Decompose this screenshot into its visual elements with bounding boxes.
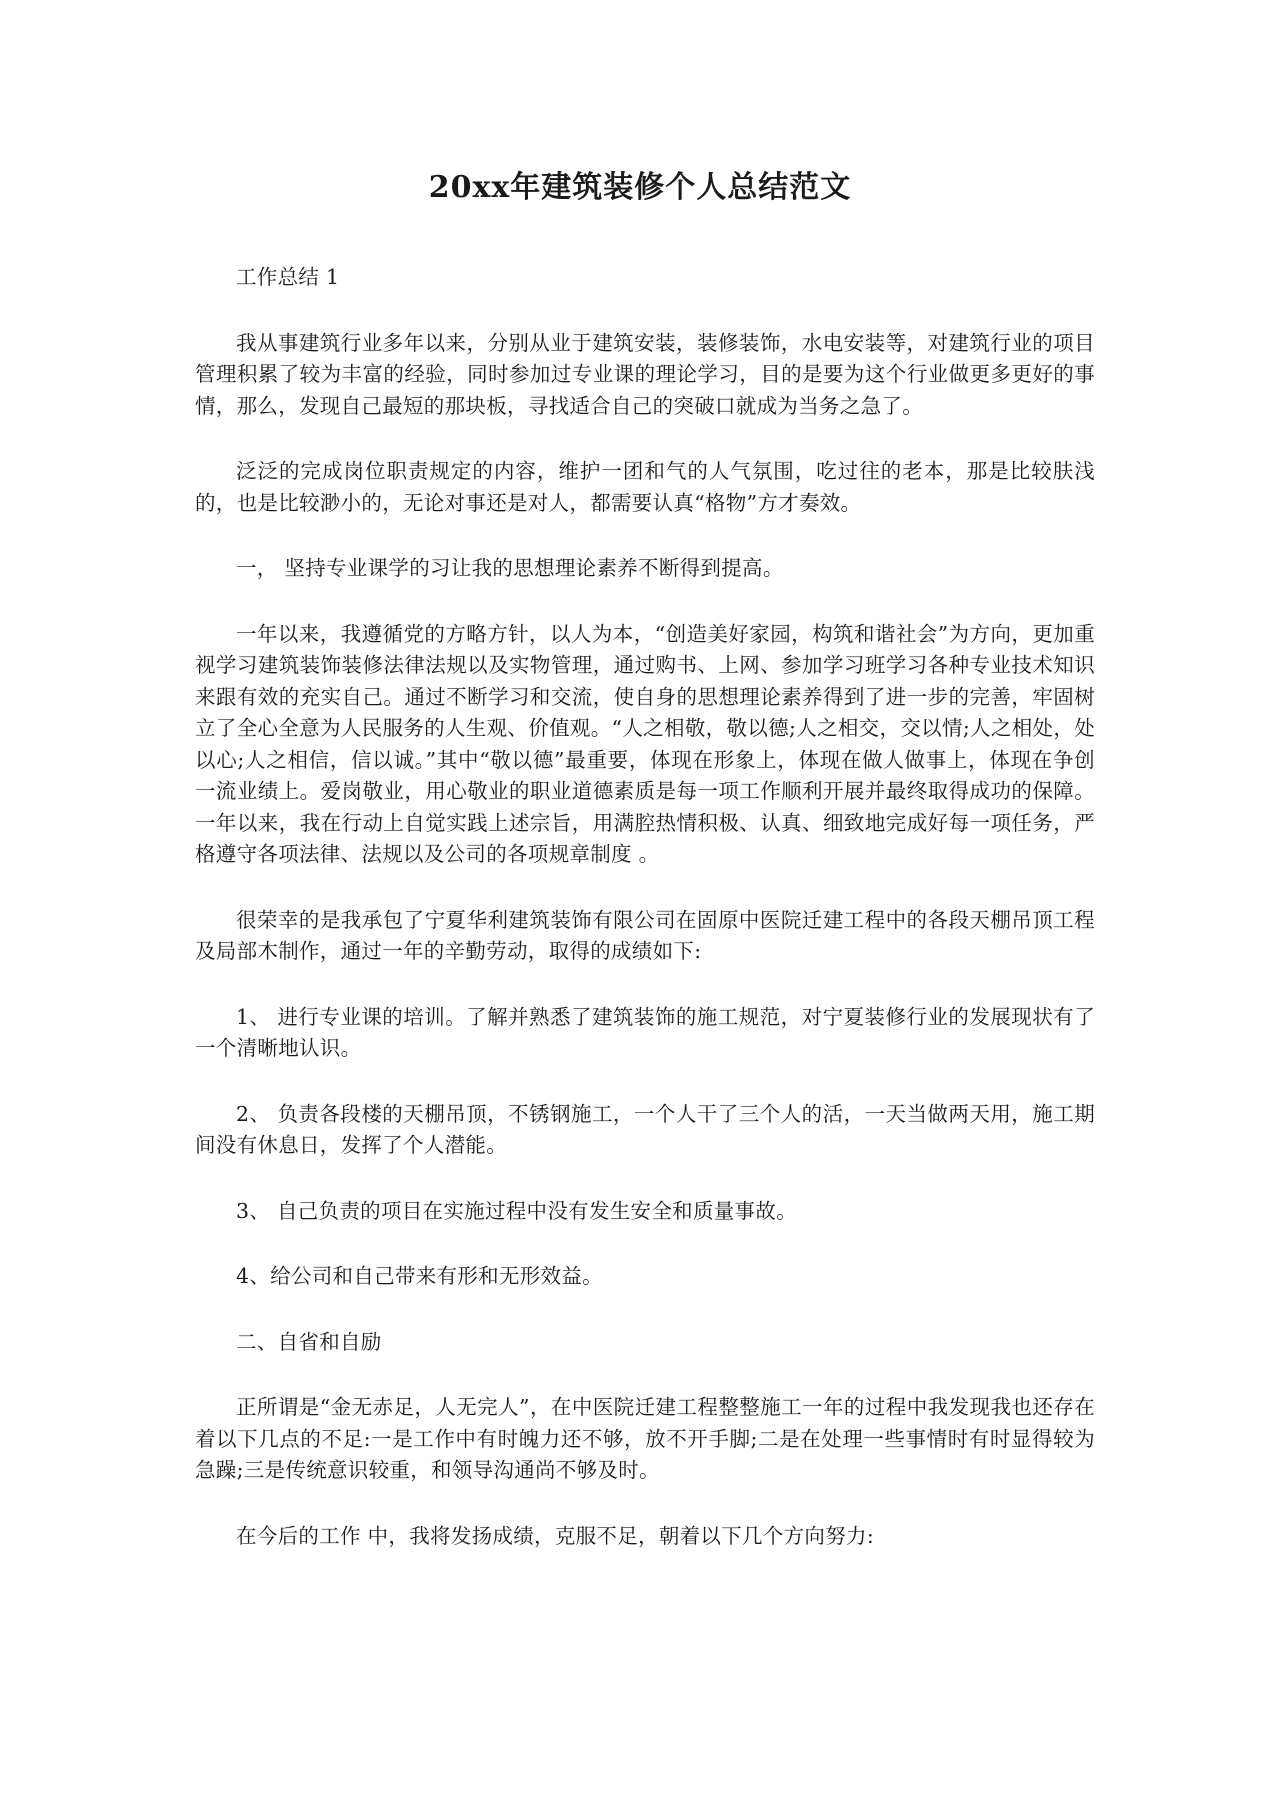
paragraph-study: 一年以来，我遵循党的方略方针，以人为本，“创造美好家园，构筑和谐社会”为方向，更加重视学习建筑装饰装修法律法规以及实物管理，通过购书、上网、参加学习班学习各种专业技术知识来跟有效的充实自己。通过不断学习和交流，使自身的思想理论素养得到了进一步的完善，牢固树立了全心全意为人民服务的人生观、价值观。“人之相敬，敬以德;人之相交，交以情;人之相处，处以心;人之相信，信以诚。”其中“敬以德”最重要，体现在形象上，体现在做人做事上，体现在争创一流业绩上。爱岗敬业，用心敬业的职业道德素质是每一项工作顺利开展并最终取得成功的保障。一年以来，我在行动上自觉实践上述宗旨，用满腔热情积极、认真、细致地完成好每一项任务，严格遵守各项法律、法规以及公司的各项规章制度 。	[195, 621, 1095, 866]
list-item-2: 2、 负责各段楼的天棚吊顶，不锈钢施工，一个人干了三个人的活，一天当做两天用，施工期间没有休息日，发挥了个人潜能。	[195, 1101, 1095, 1157]
paragraph-future: 在今后的工作 中，我将发扬成绩，克服不足，朝着以下几个方向努力:	[236, 1523, 875, 1548]
heading-section-two: 二、自省和自励	[236, 1329, 382, 1354]
document-title: 20xx年建筑装修个人总结范文	[428, 170, 852, 205]
paragraph-shortcomings: 正所谓是“金无赤足，人无完人”，在中医院迁建工程整整施工一年的过程中我发现我也还存在着以下几点的不足:一是工作中有时魄力还不够，放不开手脚;二是在处理一些事情时有时显得较为急躁;三是传统意识较重，和领导沟通尚不够及时。	[195, 1395, 1095, 1482]
heading-section-one: 一， 坚持专业课学的习让我的思想理论素养不断得到提高。	[236, 556, 784, 580]
list-item-3: 3、 自己负责的项目在实施过程中没有发生安全和质量事故。	[236, 1198, 797, 1223]
section-label: 工作总结 1	[236, 265, 340, 289]
paragraph-reflection: 泛泛的完成岗位职责规定的内容，维护一团和气的人气氛围，吃过往的老本，那是比较肤浅的，也是比较渺小的，无论对事还是对人，都需要认真“格物”方才奏效。	[195, 459, 1095, 515]
document-body	[195, 262, 1095, 1552]
paragraph-intro: 我从事建筑行业多年以来，分别从业于建筑安装，装修装饰，水电安装等，对建筑行业的项目管理积累了较为丰富的经验，同时参加过专业课的理论学习，目的是要为这个行业做更多更好的事情，那么，发现自己最短的那块板，寻找适合自己的突破口就成为当务之急了。	[195, 330, 1095, 418]
paragraph-project: 很荣幸的是我承包了宁夏华利建筑装饰有限公司在固原中医院迁建工程中的各段天棚吊顶工程及局部木制作，通过一年的辛勤劳动，取得的成绩如下:	[195, 907, 1095, 963]
list-item-1: 1、 进行专业课的培训。了解并熟悉了建筑装饰的施工规范，对宁夏装修行业的发展现状有了一个清晰地认识。	[195, 1004, 1095, 1060]
list-item-4: 4、给公司和自己带来有形和无形效益。	[236, 1264, 603, 1288]
